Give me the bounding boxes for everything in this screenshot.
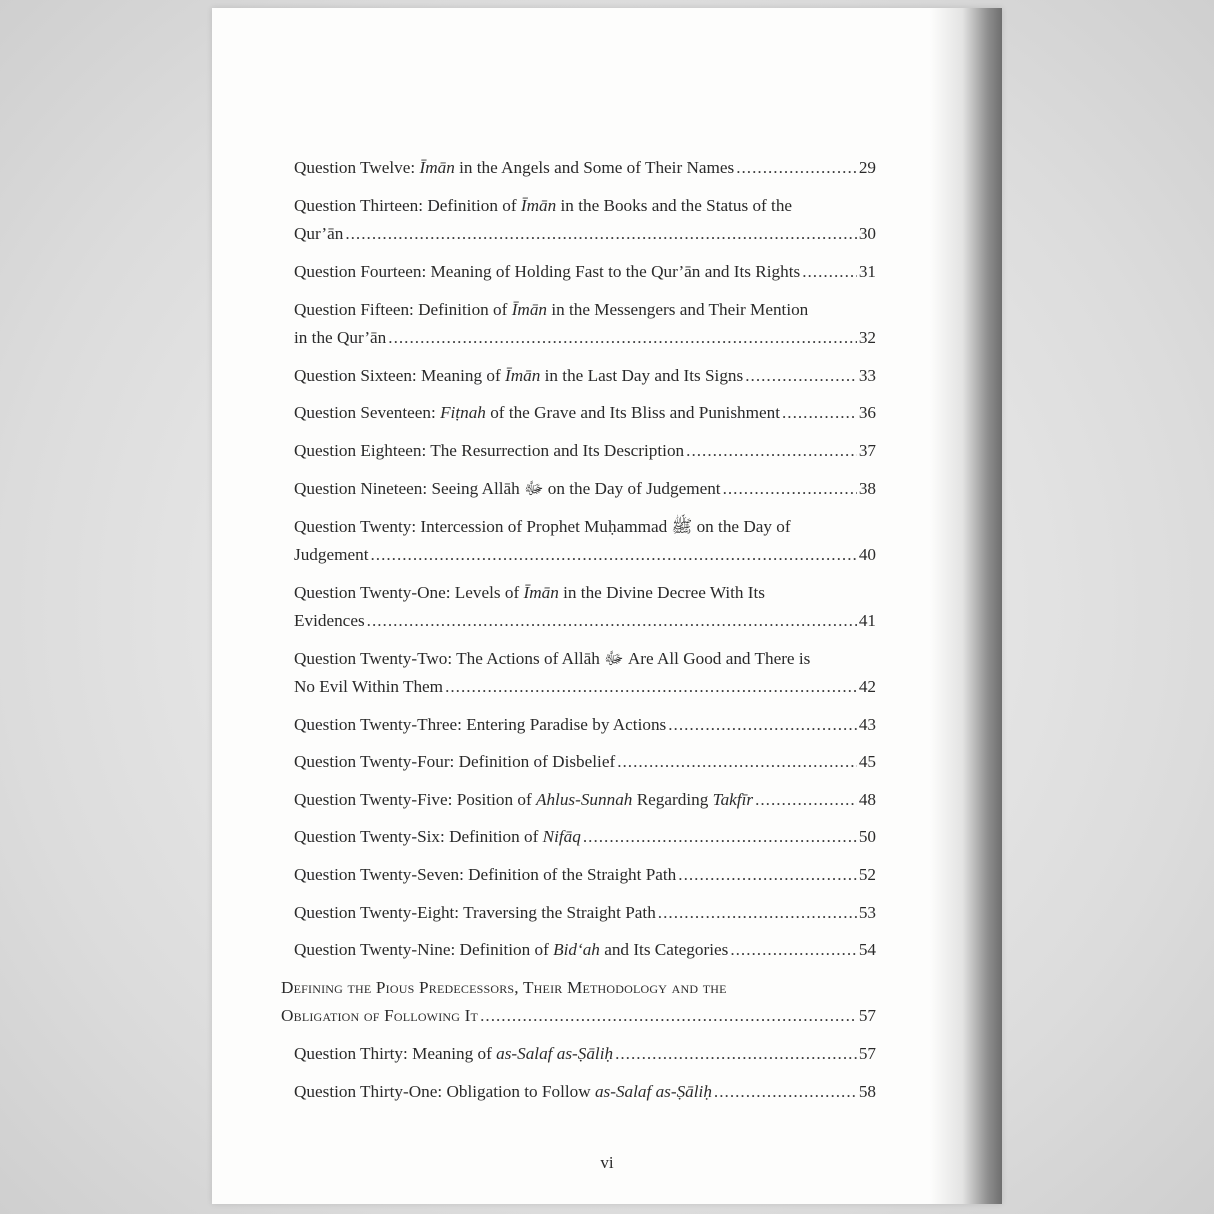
toc-line xyxy=(294,899,876,927)
toc-entry-title: Question Twenty: Intercession of Prophet Muḥammad ﷺ on the Day of xyxy=(294,517,791,536)
toc-entry-title: Question Twenty-Seven: Definition of the Straight Path xyxy=(294,865,677,884)
toc-entry-title: Question Twenty-Two: The Actions of Allāh ﷻ Are All Good and There is xyxy=(294,649,811,668)
toc-entry-title: Question Seventeen: Fiṭnah of the Grave and Its Bliss and Punishment xyxy=(294,403,780,422)
toc-page-number: 38 xyxy=(858,479,876,498)
toc-entry xyxy=(294,1078,876,1106)
toc-line xyxy=(294,541,876,569)
dot-leader xyxy=(345,220,856,248)
dot-leader xyxy=(714,1078,857,1106)
toc-line xyxy=(294,786,876,814)
toc-page-number: 54 xyxy=(858,940,876,959)
toc-line xyxy=(294,673,876,701)
dot-leader xyxy=(678,861,857,889)
toc-entry-title: Question Sixteen: Meaning of Īmān in the Last Day and Its Signs xyxy=(294,366,744,385)
toc-page-number: 36 xyxy=(858,403,876,422)
toc-entry-title: Question Twenty-Three: Entering Paradise by Actions xyxy=(294,715,667,734)
toc-entry xyxy=(294,711,876,739)
toc-entry xyxy=(294,362,876,390)
toc-entry-title: Defining the Pious Predecessors, Their Methodology and the xyxy=(281,978,727,997)
toc-page-number: 43 xyxy=(858,715,876,734)
toc-line xyxy=(294,645,876,673)
toc-line xyxy=(281,974,876,1002)
toc-page-number: 50 xyxy=(858,827,876,846)
toc-entry xyxy=(294,786,876,814)
toc-page-number: 30 xyxy=(858,224,876,243)
toc-page-number: 41 xyxy=(858,611,876,630)
dot-leader xyxy=(755,786,857,814)
toc-entry-title: Question Nineteen: Seeing Allāh ﷻ on the Day of Judgement xyxy=(294,479,721,498)
dot-leader xyxy=(668,711,857,739)
toc-entry-title: Question Twenty-Six: Definition of Nifāq xyxy=(294,827,581,846)
page-gutter-shadow xyxy=(930,8,1002,1204)
toc-entry-title: Evidences xyxy=(294,611,365,630)
toc-entry xyxy=(294,748,876,776)
dot-leader xyxy=(782,399,857,427)
toc-line xyxy=(294,220,876,248)
dot-leader xyxy=(658,899,857,927)
toc-line xyxy=(294,324,876,352)
toc-entry-title: Question Twenty-Eight: Traversing the Straight Path xyxy=(294,903,656,922)
toc-page-number: 53 xyxy=(858,903,876,922)
toc-entry-title: Question Twenty-Four: Definition of Disbelief xyxy=(294,752,616,771)
toc-entry-title: Judgement xyxy=(294,545,369,564)
toc-line xyxy=(294,154,876,182)
toc-entry-title: Qur’ān xyxy=(294,224,344,243)
toc-entry-title: Question Eighteen: The Resurrection and Its Description xyxy=(294,441,685,460)
dot-leader xyxy=(583,823,857,851)
dot-leader xyxy=(802,258,857,286)
toc-line xyxy=(294,258,876,286)
toc-line xyxy=(294,748,876,776)
toc-entry xyxy=(294,475,876,503)
toc-line xyxy=(294,296,876,324)
toc-line xyxy=(294,513,876,541)
toc-page-number: 32 xyxy=(858,328,876,347)
toc-line xyxy=(294,861,876,889)
page-number: vi xyxy=(600,1153,614,1172)
dot-leader xyxy=(615,1040,857,1068)
toc-line xyxy=(294,475,876,503)
toc-line xyxy=(294,362,876,390)
dot-leader xyxy=(745,362,857,390)
toc-entry xyxy=(294,399,876,427)
toc-line xyxy=(281,1002,876,1030)
toc-entry-title: in the Qur’ān xyxy=(294,328,387,347)
toc-entry xyxy=(294,1040,876,1068)
toc-entry xyxy=(294,192,876,248)
toc-page-number: 29 xyxy=(858,158,876,177)
toc-entry-title: Question Twenty-One: Levels of Īmān in the Divine Decree With Its xyxy=(294,583,765,602)
table-of-contents xyxy=(212,8,1002,1204)
toc-entry xyxy=(294,579,876,635)
book-page xyxy=(212,8,1002,1204)
toc-line xyxy=(294,936,876,964)
toc-page-number: 45 xyxy=(858,752,876,771)
dot-leader xyxy=(445,673,857,701)
toc-entry-title: No Evil Within Them xyxy=(294,677,444,696)
toc-page-number: 48 xyxy=(858,790,876,809)
toc-entry xyxy=(294,513,876,569)
toc-page-number: 33 xyxy=(858,366,876,385)
toc-line xyxy=(294,1040,876,1068)
toc-page-number: 37 xyxy=(858,441,876,460)
toc-line xyxy=(294,437,876,465)
toc-page-number: 42 xyxy=(858,677,876,696)
toc-page-number: 52 xyxy=(858,865,876,884)
toc-entry-title: Question Twelve: Īmān in the Angels and Some of Their Names xyxy=(294,158,735,177)
toc-entry xyxy=(294,258,876,286)
toc-entry xyxy=(294,437,876,465)
dot-leader xyxy=(617,748,857,776)
toc-entry xyxy=(294,936,876,964)
toc-entry-title: Question Thirty: Meaning of as-Salaf as-Ṣāliḥ xyxy=(294,1044,614,1063)
toc-page-number: 58 xyxy=(858,1082,876,1101)
toc-entry-title: Question Twenty-Five: Position of Ahlus-Sunnah Regarding Takfīr xyxy=(294,790,754,809)
toc-line xyxy=(294,607,876,635)
toc-line xyxy=(294,711,876,739)
toc-entry xyxy=(294,296,876,352)
toc-entry xyxy=(294,823,876,851)
toc-page-number: 40 xyxy=(858,545,876,564)
toc-page-number: 57 xyxy=(858,1044,876,1063)
toc-entry xyxy=(294,899,876,927)
dot-leader xyxy=(723,475,857,503)
dot-leader xyxy=(480,1002,857,1030)
toc-entry xyxy=(294,861,876,889)
toc-section-heading xyxy=(281,974,876,1030)
toc-line xyxy=(294,399,876,427)
toc-entry xyxy=(294,154,876,182)
toc-entry-title: Question Thirteen: Definition of Īmān in the Books and the Status of the xyxy=(294,196,793,215)
toc-page-number: 31 xyxy=(858,262,876,281)
toc-line xyxy=(294,1078,876,1106)
toc-entry-title: Question Twenty-Nine: Definition of Bid‘ah and Its Categories xyxy=(294,940,729,959)
dot-leader xyxy=(367,607,857,635)
dot-leader xyxy=(370,541,856,569)
dot-leader xyxy=(736,154,857,182)
toc-entry-title: Question Thirty-One: Obligation to Follow as-Salaf as-Ṣāliḥ xyxy=(294,1082,712,1101)
dot-leader xyxy=(388,324,857,352)
toc-entry-title: Question Fifteen: Definition of Īmān in the Messengers and Their Mention xyxy=(294,300,809,319)
toc-line xyxy=(294,579,876,607)
dot-leader xyxy=(686,437,857,465)
toc-line xyxy=(294,823,876,851)
dot-leader xyxy=(730,936,857,964)
toc-entry-title: Question Fourteen: Meaning of Holding Fast to the Qur’ān and Its Rights xyxy=(294,262,801,281)
toc-line xyxy=(294,192,876,220)
toc-page-number: 57 xyxy=(858,1006,876,1025)
toc-entry xyxy=(294,645,876,701)
toc-entry-title: Obligation of Following It xyxy=(281,1006,479,1025)
